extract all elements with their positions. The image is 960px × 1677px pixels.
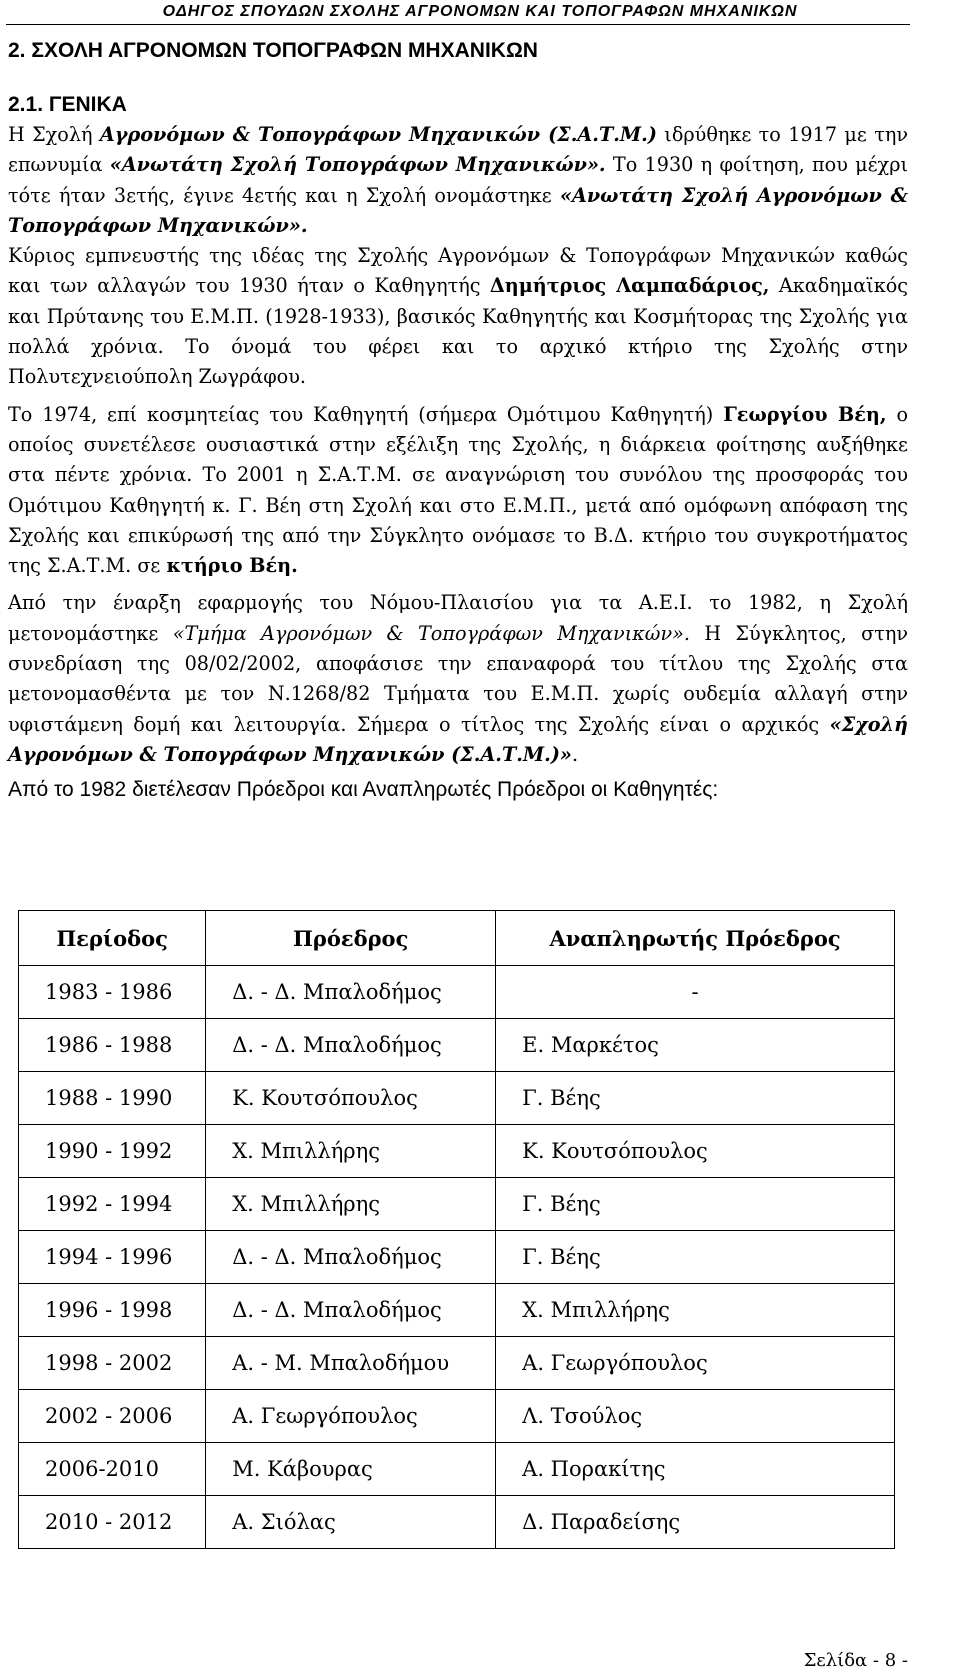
header-vice-president: Αναπληρωτής Πρόεδρος xyxy=(496,911,895,966)
p1-text-2: ιδρύθηκε το 1917 με την επωνυμία xyxy=(8,123,908,177)
table-body xyxy=(19,966,895,1549)
table-row xyxy=(19,1019,895,1072)
running-header: ΟΔΗΓΟΣ ΣΠΟΥΔΩΝ ΣΧΟΛΗΣ ΑΓΡΟΝΟΜΩΝ ΚΑΙ ΤΟΠΟΓΡΑΦΩΝ ΜΗΧΑΝΙΚΩΝ xyxy=(162,3,798,20)
table-row xyxy=(19,966,895,1019)
president-cell: Α. Σιόλας xyxy=(206,1496,496,1549)
period-cell: 1998 - 2002 xyxy=(19,1337,206,1390)
p3-professor-name: Γεωργίου Βέη, xyxy=(723,402,887,426)
table-header-row xyxy=(19,911,895,966)
p3-text-2: ο οποίος συνετέλεσε ουσιαστικά στην εξέλιξη της Σχολής, η διάρκεια φοίτησης αυξήθηκε στα πέντε χρόνια. Το 2001 η Σ.Α.Τ.Μ. σε αναγνώριση του συνόλου της προσφοράς του Ομότιμου Καθηγητή κ. Γ. Βέη στη Σχολή και στο Ε.Μ.Π., μετά από ομόφωνη απόφαση της Σχολής και επικύρωσή της από την Σύγκλητο ονόμασε το Β.Δ. κτήριο του συγκροτήματος της Σ.Α.Τ.Μ. σε xyxy=(8,402,909,578)
p1-text-3: Το 1930 η φοίτηση, που μέχρι τότε ήταν 3ετής, έγινε 4ετής και η Σχολή ονομάστηκε xyxy=(8,153,908,207)
p4-text-3: . xyxy=(571,742,579,766)
president-cell: Δ. - Δ. Μπαλοδήμος xyxy=(206,966,496,1019)
subsection-title: 2.1. ΓΕΝΙΚΑ xyxy=(8,93,127,116)
vice-president-cell: Γ. Βέης xyxy=(496,1178,895,1231)
table-intro: Από το 1982 διετέλεσαν Πρόεδροι και Αναπληρωτές Πρόεδροι οι Καθηγητές: xyxy=(8,778,719,802)
period-cell: 2006-2010 xyxy=(19,1443,206,1496)
table-row xyxy=(19,1337,895,1390)
president-cell: Α. - Μ. Μπαλοδήμου xyxy=(206,1337,496,1390)
period-cell: 2010 - 2012 xyxy=(19,1496,206,1549)
p2-founder-name: Δημήτριος Λαμπαδάριος, xyxy=(489,274,770,298)
vice-president-cell: Α. Γεωργόπουλος xyxy=(496,1337,895,1390)
p4-current-name: «Σχολή Αγρονόμων & Τοπογράφων Μηχανικών (Σ.Α.Τ.Μ.)» xyxy=(8,712,908,766)
president-cell: Κ. Κουτσόπουλος xyxy=(206,1072,496,1125)
section-title: 2. ΣΧΟΛΗ ΑΓΡΟΝΟΜΩΝ ΤΟΠΟΓΡΑΦΩΝ ΜΗΧΑΝΙΚΩΝ xyxy=(8,39,538,62)
vice-president-cell: Λ. Τσούλος xyxy=(496,1390,895,1443)
p2-text-1: Κύριος εμπνευστής της ιδέας της Σχολής Αγρονόμων & Τοπογράφων Μηχανικών καθώς και των αλλαγών του 1930 ήταν ο Καθηγητής xyxy=(8,244,908,298)
p1-name-1930: «Ανωτάτη Σχολή Αγρονόμων & Τοπογράφων Μηχανικών». xyxy=(8,183,908,237)
vice-president-cell: Χ. Μπιλλήρης xyxy=(496,1284,895,1337)
main-content xyxy=(8,38,908,804)
header-president: Πρόεδρος xyxy=(206,911,496,966)
p4-text-1: Από την έναρξη εφαρμογής του Νόμου-Πλαισίου για τα Α.Ε.Ι. το 1982, η Σχολή μετονομάστηκε xyxy=(8,591,908,645)
vice-president-cell: Δ. Παραδείσης xyxy=(496,1496,895,1549)
period-cell: 1983 - 1986 xyxy=(19,966,206,1019)
president-cell: Δ. - Δ. Μπαλοδήμος xyxy=(206,1231,496,1284)
paragraph-history xyxy=(8,120,908,241)
header-rule xyxy=(6,24,910,25)
period-cell: 1996 - 1998 xyxy=(19,1284,206,1337)
presidents-table xyxy=(18,910,895,1549)
period-cell: 1988 - 1990 xyxy=(19,1072,206,1125)
president-cell: Δ. - Δ. Μπαλοδήμος xyxy=(206,1019,496,1072)
p4-department-name: «Τμήμα Αγρονόμων & Τοπογράφων Μηχανικών». xyxy=(172,621,690,645)
table-row xyxy=(19,1284,895,1337)
table-row xyxy=(19,1443,895,1496)
vice-president-cell: Κ. Κουτσόπουλος xyxy=(496,1125,895,1178)
vice-president-cell: Α. Πορακίτης xyxy=(496,1443,895,1496)
table-row xyxy=(19,1496,895,1549)
period-cell: 1990 - 1992 xyxy=(19,1125,206,1178)
header-period: Περίοδος xyxy=(19,911,206,966)
period-cell: 2002 - 2006 xyxy=(19,1390,206,1443)
table-row xyxy=(19,1125,895,1178)
president-cell: Χ. Μπιλλήρης xyxy=(206,1125,496,1178)
president-cell: Δ. - Δ. Μπαλοδήμος xyxy=(206,1284,496,1337)
paragraph-1982 xyxy=(8,588,908,770)
page-number: Σελίδα - 8 - xyxy=(803,1650,908,1671)
paragraph-founder xyxy=(8,241,908,392)
president-cell: Χ. Μπιλλήρης xyxy=(206,1178,496,1231)
p2-text-2: Ακαδημαϊκός και Πρύτανης του Ε.Μ.Π. (1928-1933), βασικός Καθηγητής και Κοσμήτορας της Σχολής για πολλά χρόνια. Το όνομά του φέρει και το αρχικό κτήριο της Σχολής στην Πολυτεχνειούπολη Ζωγράφου. xyxy=(8,274,909,389)
vice-president-cell: Γ. Βέης xyxy=(496,1231,895,1284)
p4-text-2: Η Σύγκλητος, στην συνεδρίαση της 08/02/2002, αποφάσισε την επαναφορά του τίτλου της Σχολής στα μετονομασθέντα με τον Ν.1268/82 Τμήματα του Ε.Μ.Π. χωρίς ουδεμία αλλαγή στην υφιστάμενη δομή και λειτουργία. Σήμερα ο τίτλος της Σχολής είναι ο αρχικός xyxy=(8,621,908,736)
p1-name-1917: «Ανωτάτη Σχολή Τοπογράφων Μηχανικών». xyxy=(109,153,606,177)
period-cell: 1994 - 1996 xyxy=(19,1231,206,1284)
vice-president-cell: Ε. Μαρκέτος xyxy=(496,1019,895,1072)
period-cell: 1992 - 1994 xyxy=(19,1178,206,1231)
table-row xyxy=(19,1231,895,1284)
table-row xyxy=(19,1072,895,1125)
vice-president-cell: Γ. Βέης xyxy=(496,1072,895,1125)
period-cell: 1986 - 1988 xyxy=(19,1019,206,1072)
p1-school-name: Αγρονόμων & Τοπογράφων Μηχανικών (Σ.Α.Τ.Μ.) xyxy=(99,123,657,146)
table-row xyxy=(19,1178,895,1231)
president-cell: Μ. Κάβουρας xyxy=(206,1443,496,1496)
p1-text-1: Η Σχολή xyxy=(8,123,100,146)
paragraph-1974 xyxy=(8,400,908,582)
president-cell: Α. Γεωργόπουλος xyxy=(206,1390,496,1443)
p3-text-1: Το 1974, επί κοσμητείας του Καθηγητή (σήμερα Ομότιμου Καθηγητή) xyxy=(8,402,724,426)
table-row xyxy=(19,1390,895,1443)
p3-building-name: κτήριο Βέη. xyxy=(166,554,298,578)
vice-president-cell: - xyxy=(496,966,895,1019)
